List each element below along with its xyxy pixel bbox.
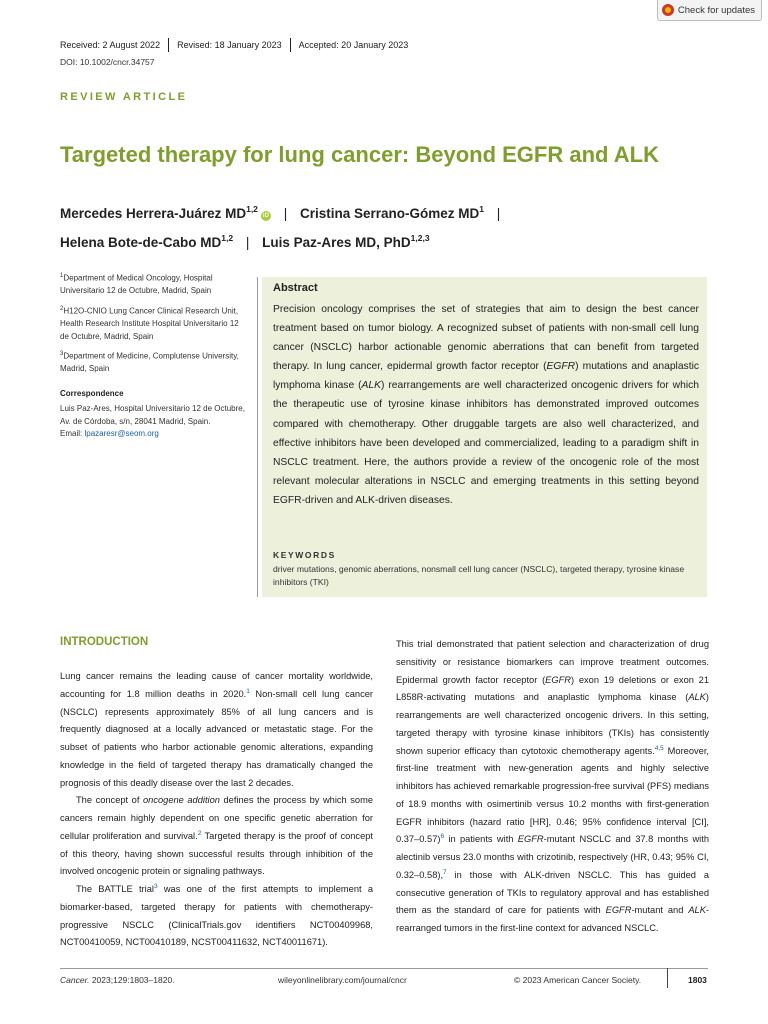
section-heading-introduction: INTRODUCTION — [60, 636, 149, 648]
author-affiliation-marker: 1,2 — [246, 204, 258, 214]
affiliation-text: Department of Medicine, Complutense University, Madrid, Spain — [60, 351, 239, 374]
paragraph-text: -mutant and — [631, 905, 689, 916]
paragraph-text: in patients with — [444, 834, 518, 845]
footer-copyright: © 2023 American Cancer Society. — [514, 975, 642, 985]
gene-name: ALK — [688, 692, 706, 703]
journal-name: Cancer. — [60, 975, 90, 985]
affiliation-text: H12O-CNIO Lung Cancer Clinical Research Unit, Health Research Institute Hospital Universitario 12 de Octubre, Madrid, Spain — [60, 306, 239, 341]
paragraph — [60, 668, 373, 792]
correspondence — [60, 403, 250, 441]
author-name[interactable]: Luis Paz-Ares MD, PhD — [262, 235, 411, 250]
paragraph-text: defines the process by which some cancers remain highly dependent on one specific genetic aberration for cellular proliferation and survival. — [60, 795, 374, 841]
email-link[interactable]: lpazaresr@seom.org — [84, 429, 159, 438]
doi: DOI: 10.1002/cncr.34757 — [60, 57, 155, 67]
correspondence-heading: Correspondence — [60, 389, 124, 398]
emphasis: oncogene addition — [142, 795, 220, 806]
gene-name: ALK — [688, 905, 706, 916]
received-date: Received: 2 August 2022 — [60, 40, 161, 50]
paragraph-text: was one of the first attempts to implement a biomarker-based, targeted therapy for patients with chemotherapy-progressive NSCLC (ClinicalTrials.gov identifiers NCT00409968, NCT00410059, NCT00410189, NCST00411632, NCT40011671). — [60, 884, 374, 948]
paragraph-text: Non-small cell lung cancer (NSCLC) represents approximately 85% of all lung cancers and is frequently diagnosed at a locally advanced or metastatic stage. For the subset of patients who harbor actionable genomic alterations, expanding knowledge in the field of targeted therapy has dramatically changed the prognosis of this deadly disease over the last 2 decades. — [60, 688, 373, 788]
author-list — [60, 197, 509, 255]
reference-link[interactable]: 2 — [197, 829, 202, 837]
gene-name: ALK — [361, 380, 381, 392]
crossmark-icon — [662, 4, 674, 16]
footer-citation — [60, 975, 175, 985]
gene-name: EGFR — [605, 905, 632, 916]
article-type: REVIEW ARTICLE — [60, 91, 188, 103]
article-title: Targeted therapy for lung cancer: Beyond EGFR and ALK — [60, 142, 659, 167]
affiliation-number: 3 — [60, 351, 64, 357]
paragraph-text: -mutant NSCLC and 37.8 months with alectinib versus 23.0 months with crizotinib, respectively (HR, 0.43; 95% CI, 0.32–0.58), — [396, 834, 709, 880]
paragraph-text: ) rearrangements are well characterized oncogenic drivers. In this setting, targeted therapy with tyrosine kinase inhibitors (TKIs) has consistently shown superior efficacy than cytotoxic chemotherapy agents. — [396, 692, 709, 756]
paragraph — [396, 636, 709, 938]
author-separator: | — [245, 235, 250, 250]
check-for-updates-button[interactable] — [657, 0, 762, 21]
affiliation — [60, 270, 244, 298]
reference-link[interactable]: 6 — [440, 833, 445, 841]
paragraph-text: The concept of — [76, 795, 143, 806]
gene-name: EGFR — [546, 361, 576, 373]
author-affiliation-marker: 1,2 — [221, 233, 234, 243]
paragraph-text: The BATTLE trial — [76, 884, 154, 894]
paragraph-text: This trial demonstrated that patient selection and characterization of drug sensitivity or resistance biomarkers can improve treatment outcomes. Epidermal growth factor receptor ( — [396, 639, 709, 685]
paragraph-text: ) exon 19 deletions or exon 21 L858R-activating mutations and anaplastic lymphoma kinase ( — [396, 674, 710, 703]
affiliation-text: Department of Medical Oncology, Hospital Universitario 12 de Octubre, Madrid, Spain — [60, 273, 213, 296]
paragraph-text: -rearranged tumors in the first-line context for advanced NSCLC. — [396, 905, 710, 933]
abstract-body — [273, 300, 699, 510]
paragraph-text: Targeted therapy is the proof of concept of this theory, having shown successful results through inhibition of the involved oncogenic protein or signaling pathways. — [60, 830, 374, 877]
author-separator: | — [496, 206, 501, 221]
author-name[interactable]: Mercedes Herrera-Juárez MD — [60, 206, 247, 221]
abstract-text: ) mutations and anaplastic lymphoma kinase ( — [273, 361, 699, 392]
paragraph — [60, 881, 373, 952]
page-number: 1803 — [688, 975, 707, 985]
date-divider — [290, 38, 291, 52]
author-separator: | — [283, 206, 288, 221]
paragraph — [60, 792, 373, 881]
affiliation-number: 1 — [60, 273, 64, 279]
abstract-text: Precision oncology comprises the set of strategies that aim to design the best cancer treatment based on tumor biology. A recognized subset of patients with non-small cell lung cancer (NSCLC) harbor actionable genomic aberrations that can benefit from targeted therapy. In lung cancer, epidermal growth factor receptor ( — [273, 304, 699, 373]
body-column-right — [396, 636, 709, 938]
author-affiliation-marker: 1 — [479, 204, 484, 214]
author-name[interactable]: Helena Bote-de-Cabo MD — [60, 235, 222, 250]
abstract-divider — [257, 277, 258, 597]
affiliation — [60, 348, 244, 376]
reference-link[interactable]: 3 — [153, 882, 158, 890]
author-name[interactable]: Cristina Serrano-Gómez MD — [299, 206, 480, 221]
email-label: Email: — [60, 429, 83, 438]
footer-divider — [667, 968, 668, 988]
gene-name: EGFR — [545, 674, 571, 685]
article-dates — [60, 38, 408, 52]
accepted-date: Accepted: 20 January 2023 — [298, 40, 409, 50]
author-affiliation-marker: 1,2,3 — [410, 233, 430, 243]
abstract-text: ) rearrangements are well characterized oncogenic drivers for which the therapeutic use of tyrosine kinase inhibitors has demonstrated improved outcomes compared with chemotherapy. Other druggable targets are also well characterized, and effective inhibitors have been developed and commercialized, leading to a paradigm shift in NSCLC treatment. Here, the authors provide a review of the oncogenic role of the most relevant molecular alterations in NSCLC and emerging treatments in this setting beyond EGFR-driven and ALK-driven diseases. — [273, 380, 699, 506]
revised-date: Revised: 18 January 2023 — [177, 40, 282, 50]
footer-url[interactable]: wileyonlinelibrary.com/journal/cncr — [278, 975, 407, 985]
paragraph-text: Lung cancer remains the leading cause of cancer mortality worldwide, accounting for 1.8 million deaths in 2020. — [60, 671, 373, 699]
check-for-updates-label: Check for updates — [677, 4, 755, 16]
reference-link[interactable]: 1 — [246, 687, 250, 695]
reference-link[interactable]: 7 — [443, 868, 447, 876]
footer-rule — [60, 968, 708, 969]
paragraph-text: in those with ALK-driven NSCLC. This has guided a consecutive generation of TKIs to regulatory approval and has established them as the standard of care for patients with — [396, 869, 709, 916]
keywords-list: driver mutations, genomic aberrations, nonsmall cell lung cancer (NSCLC), targeted therapy, tyrosine kinase inhibitors (TKI) — [273, 564, 685, 587]
citation-text: 2023;129:1803–1820. — [89, 975, 175, 985]
date-divider — [168, 38, 169, 52]
gene-name: EGFR — [517, 834, 544, 845]
keywords-heading: KEYWORDS — [273, 550, 336, 560]
correspondence-text: Luis Paz-Ares, Hospital Universitario 12 de Octubre, Av. de Córdoba, s/n, 28041 Madrid, Spain. — [60, 404, 245, 426]
reference-link[interactable]: 4,5 — [654, 744, 664, 752]
affiliation-number: 2 — [60, 306, 64, 312]
affiliation — [60, 303, 244, 343]
abstract-heading: Abstract — [273, 282, 318, 294]
paragraph-text: Moreover, first-line treatment with new-generation agents and highly selective inhibitors has achieved remarkable progression-free survival (PFS) medians of 18.9 months with osimertinib versus 10.2 months with first-generation EGFR inhibitors (hazard ratio [HR], 0.46; 95% confidence interval [CI], 0.37–0.57) — [396, 745, 709, 845]
body-column-left — [60, 668, 373, 952]
orcid-icon[interactable]: iD — [262, 213, 269, 219]
